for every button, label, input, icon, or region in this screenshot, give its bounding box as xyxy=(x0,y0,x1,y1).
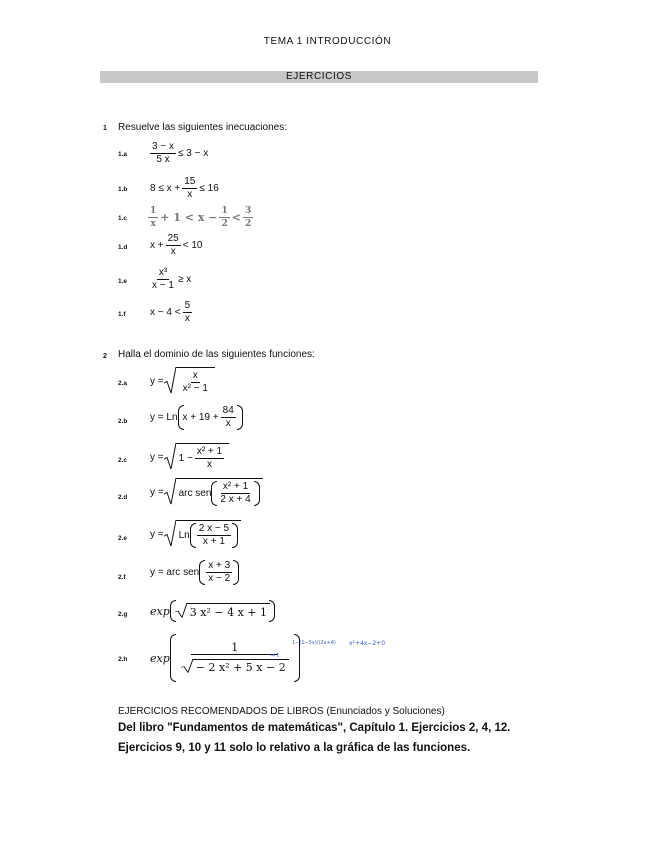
item-label: 1.b xyxy=(118,186,128,193)
function-2d: y = arc sen $\frac{\text{x² + 1}}{2 x + 4}$ xyxy=(150,478,263,506)
question-1-text: Resuelve las siguientes inecuaciones: xyxy=(118,122,287,133)
inequation-1c: $\frac{1}{x}$ + 1 < x − $\frac{1}{2}$ < $\frac{3}{2}$ xyxy=(150,206,252,229)
fraction: $\frac{1}{2}$ xyxy=(221,206,228,229)
books-heading: EJERCICIOS RECOMENDADOS DE LIBROS (Enunciados y Soluciones) xyxy=(118,706,445,717)
fraction: $\frac{x}{\text{x² − 1}}$ xyxy=(182,370,208,394)
function-2f: y = arc sen $\frac{x + 3}{x - 2}$ xyxy=(150,560,239,585)
fraction: $\frac{x + 3}{x - 2}$ xyxy=(208,560,231,584)
section-title: EJERCICIOS xyxy=(285,71,352,82)
fraction: $\frac{3}{2}$ xyxy=(244,206,252,229)
sqrt: 1 − $\frac{\text{x² + 1}}{x}$ xyxy=(176,443,229,471)
function-2b: y = Ln x + 19 + $\frac{84}{x}$ xyxy=(150,405,243,430)
item-label: 1.e xyxy=(118,278,128,285)
function-2g: exp 3 x² − 4 x + 1 xyxy=(150,600,275,622)
sqrt: − 2 x² + 5 x − 2 xyxy=(193,659,289,674)
fraction: $\frac{25}{x}$ xyxy=(167,233,179,257)
parenthesis xyxy=(211,481,259,506)
handwritten-note: x²+4x−2+0 xyxy=(349,640,386,647)
handwritten-note: ⇒ t xyxy=(270,652,280,659)
item-label: 2.c xyxy=(118,457,128,464)
question-1-number: 1 xyxy=(103,125,107,132)
sqrt: Ln $\frac{2 x - 5}{x + 1}$ xyxy=(176,520,241,548)
question-2-number: 2 xyxy=(103,353,107,360)
section-band xyxy=(100,71,538,83)
item-label: 2.h xyxy=(118,656,128,663)
fraction: $\frac{84}{x}$ xyxy=(222,405,234,429)
function-2a: y = $\frac{x}{\text{x² − 1}}$ xyxy=(150,367,215,395)
item-label: 2.d xyxy=(118,494,128,501)
sqrt: arc sen $\frac{\text{x² + 1}}{2 x + 4}$ xyxy=(176,478,263,506)
parenthesis xyxy=(190,523,238,548)
fraction: $\frac{\text{x² + 1}}{x}$ xyxy=(196,446,223,470)
fraction: $\frac{1}{\text{− 2 x² + 5 x − 2}}$ xyxy=(179,642,291,674)
item-label: 1.c xyxy=(118,215,128,222)
function-2e: y = Ln $\frac{2 x - 5}{x + 1}$ xyxy=(150,520,241,548)
inequation-1b: 8 ≤ x + $\frac{15}{x}$ ≤ 16 xyxy=(150,176,219,200)
parenthesis: x + 19 + $\frac{84}{x}$ xyxy=(178,405,243,430)
fraction: $\frac{5}{x}$ xyxy=(184,300,191,324)
item-label: 2.a xyxy=(118,380,128,387)
item-label: 1.f xyxy=(118,311,126,318)
question-2-text: Halla el dominio de las siguientes funciones: xyxy=(118,349,315,360)
inequation-1e: $\frac{\text{x³}}{x - 1}$ ≥ x xyxy=(152,267,192,291)
fraction: $\frac{3 - x}{5 x}$ xyxy=(152,141,174,165)
sqrt: 3 x² − 4 x + 1 xyxy=(187,603,270,619)
fraction: $\frac{\text{x² + 1}}{2 x + 4}$ xyxy=(220,481,251,505)
item-label: 2.b xyxy=(118,418,128,425)
page-title: TEMA 1 INTRODUCCIÓN xyxy=(263,36,392,47)
item-label: 2.g xyxy=(118,611,128,618)
parenthesis xyxy=(170,634,300,682)
handwritten-note: 1−(1−5x)/(2x+4) xyxy=(292,640,336,646)
item-label: 2.e xyxy=(118,535,128,542)
fraction: $\frac{1}{x}$ xyxy=(150,206,157,229)
function-2h: exp $\frac{1}{\text{− 2 x² + 5 x − 2}}$ xyxy=(150,634,300,682)
inequation-1f: x − 4 < $\frac{5}{x}$ xyxy=(150,300,191,324)
books-line-1: Del libro "Fundamentos de matemáticas", Capítulo 1. Ejercicios 2, 4, 12. xyxy=(118,722,511,734)
inequation-1d: x + $\frac{25}{x}$ < 10 xyxy=(150,233,203,257)
sqrt xyxy=(176,367,215,395)
parenthesis xyxy=(199,560,239,585)
fraction: $\frac{15}{x}$ xyxy=(184,176,196,200)
item-label: 1.a xyxy=(118,151,128,158)
function-2c: y = 1 − $\frac{\text{x² + 1}}{x}$ xyxy=(150,443,229,471)
item-label: 2.f xyxy=(118,574,126,581)
parenthesis xyxy=(170,600,275,622)
item-label: 1.d xyxy=(118,244,128,251)
books-line-2: Ejercicios 9, 10 y 11 solo lo relativo a la gráfica de las funciones. xyxy=(118,742,471,754)
fraction: $\frac{\text{x³}}{x - 1}$ xyxy=(152,267,174,291)
fraction: $\frac{2 x - 5}{x + 1}$ xyxy=(198,523,230,547)
inequation-1a: $\frac{3 - x}{5 x}$ ≤ 3 − x xyxy=(152,141,209,165)
